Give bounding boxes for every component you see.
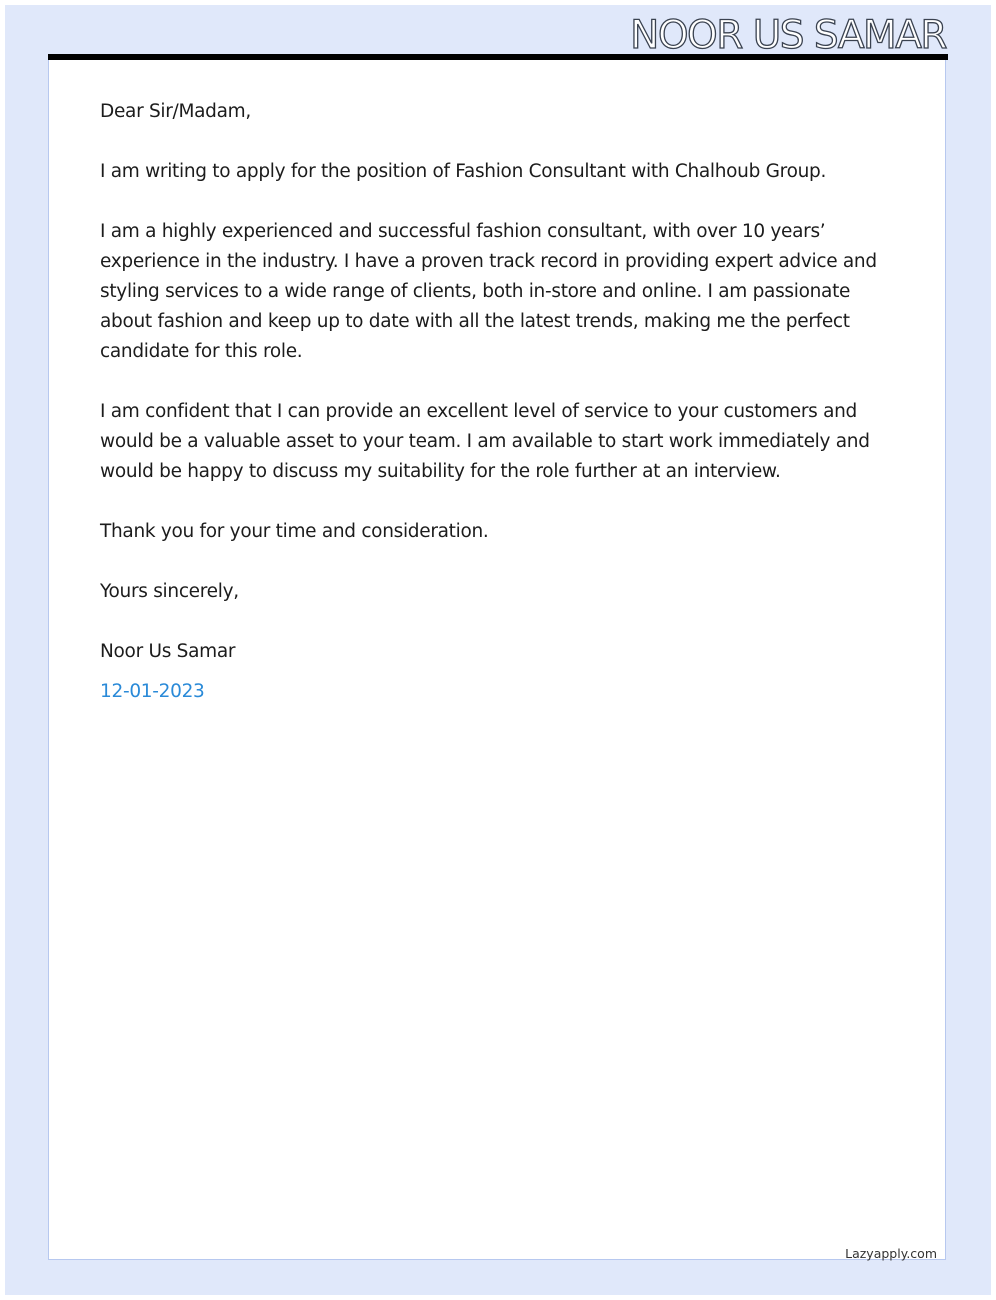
- paragraph-confidence: I am confident that I can provide an excellent level of service to your customers and would be a valuable asset to your team. I am available to start work immediately and would be happy to discuss my suitability for the role further at an interview.: [100, 401, 870, 482]
- applicant-name-header: NOOR US SAMAR: [630, 13, 946, 58]
- paragraph-experience: I am a highly experienced and successful fashion consultant, with over 10 years’ experience in the industry. I have a proven track record in providing expert advice and styling services to a wide range of clients, both in-store and online. I am passionate about fashion and keep up to date with all the latest trends, making me the perfect candidate for this role.: [100, 221, 877, 362]
- cover-letter-body: [100, 97, 900, 707]
- letter-date: 12-01-2023: [100, 681, 205, 702]
- footer-brand-link[interactable]: Lazyapply.com: [845, 1246, 937, 1261]
- paragraph-thanks: Thank you for your time and consideration.: [100, 521, 489, 542]
- salutation: Dear Sir/Madam,: [100, 101, 251, 122]
- signature-name: Noor Us Samar: [100, 641, 236, 662]
- paragraph-intro: I am writing to apply for the position of Fashion Consultant with Chalhoub Group.: [100, 161, 827, 182]
- closing: Yours sincerely,: [100, 581, 239, 602]
